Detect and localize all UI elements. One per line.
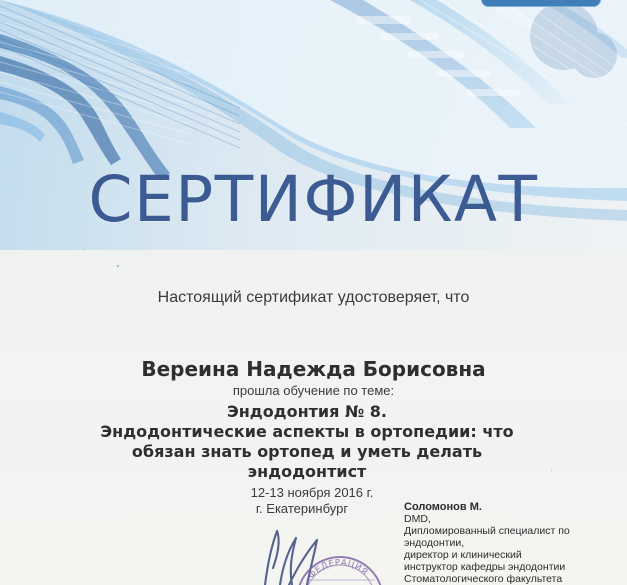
instructor-line-5: Стоматологического факультета (404, 573, 563, 585)
course-city: г. Екатеринбург (255, 501, 349, 516)
instructor-line-2: эндодонтии, (404, 537, 465, 549)
signature (265, 531, 317, 585)
course-topic-line-3: эндодонтист (247, 462, 367, 481)
instructor-block (404, 501, 604, 585)
course-block (72, 402, 542, 482)
certificate-intro: Настоящий сертификат удостоверяет, что (157, 289, 470, 306)
training-statement: прошла обучение по теме: (232, 383, 395, 398)
course-dates: 12-13 ноября 2016 г. (250, 485, 374, 500)
stamp-text: ФЕДЕРАЦИЯ (306, 558, 370, 581)
svg-text:ФЕДЕРАЦИЯ (307, 558, 370, 581)
paper-speck (83, 249, 84, 250)
course-title: Эндодонтия № 8. (226, 402, 388, 421)
instructor-degree: DMD, (404, 513, 431, 525)
course-topic-line-2: обязан знать ортопед и уметь делать (131, 442, 483, 461)
instructor-line-3: директор и клинический (404, 549, 522, 561)
recipient-name: Вереина Надежда Борисовна (141, 357, 486, 381)
paper-speck (551, 470, 552, 471)
paper-speck (117, 265, 119, 267)
certificate-title: СЕРТИФИКАТ (88, 163, 539, 236)
instructor-name: Соломонов М. (404, 501, 482, 513)
instructor-line-4: инструктор кафедры эндодонтии (404, 561, 566, 573)
stamp (297, 557, 383, 585)
course-topic-line-1: Эндодонтические аспекты в ортопедии: что (100, 422, 514, 441)
instructor-line-1: Дипломированный специалист по (404, 525, 570, 537)
top-brand-tab (481, 0, 601, 7)
